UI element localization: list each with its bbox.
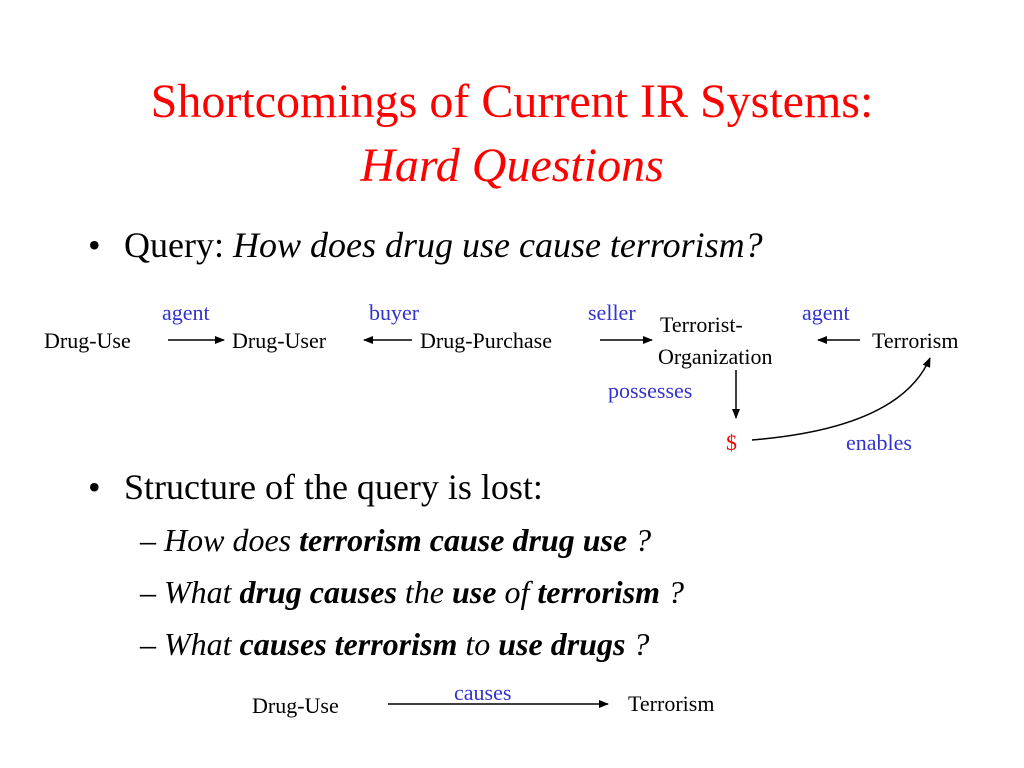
node-terrorist-org-line1: Terrorist- [660, 312, 743, 337]
title-line-2: Hard Questions [360, 139, 664, 192]
bullet-structure [88, 466, 543, 508]
query-text: How does drug use cause terrorism? [232, 225, 763, 265]
bullet-dot-icon: • [88, 467, 101, 507]
rel2-causes: causes [454, 680, 512, 705]
rel-agent-2: agent [802, 300, 850, 325]
sub-item-text: use drugs [498, 626, 626, 662]
sub-item-text: ? [627, 522, 652, 558]
rel-enables: enables [846, 430, 912, 455]
node-dollar: $ [726, 430, 737, 455]
sub-item-text: ? [625, 626, 650, 662]
sub-item-text: terrorism [537, 574, 661, 610]
bullet-dot-icon: • [88, 225, 101, 265]
sub-item-text: causes terrorism [239, 626, 458, 662]
rel-possesses: possesses [608, 378, 693, 403]
sub-item-3 [140, 624, 649, 664]
arrow-enables [752, 358, 930, 440]
sub-item-text: – What [140, 626, 240, 662]
sub-item-text: use [452, 574, 497, 610]
node-drug-use: Drug-Use [44, 328, 131, 353]
sub-item-text: ? [660, 574, 685, 610]
sub-item-2 [140, 572, 684, 612]
sub-item-text: to [457, 626, 499, 662]
node2-terrorism: Terrorism [628, 691, 715, 716]
sub-item-text: – How does [140, 522, 300, 558]
sub-item-text: terrorism cause drug use [299, 522, 628, 558]
rel-buyer: buyer [369, 300, 420, 325]
node-drug-purchase: Drug-Purchase [420, 328, 552, 353]
sub-item-text: the [396, 574, 452, 610]
query-prefix: Query: [124, 225, 233, 265]
sub-item-text: drug causes [239, 574, 397, 610]
node2-drug-use: Drug-Use [252, 693, 339, 718]
sub-item-text: of [496, 574, 538, 610]
sub-item-1 [140, 520, 651, 560]
rel-agent-1: agent [162, 300, 210, 325]
title-line-1: Shortcomings of Current IR Systems: [150, 75, 874, 128]
node-drug-user: Drug-User [232, 328, 327, 353]
sub-item-text: – What [140, 574, 240, 610]
structure-text: Structure of the query is lost: [124, 467, 543, 507]
node-terrorism: Terrorism [872, 328, 959, 353]
rel-seller: seller [588, 300, 636, 325]
node-terrorist-org-line2: Organization [658, 344, 773, 369]
